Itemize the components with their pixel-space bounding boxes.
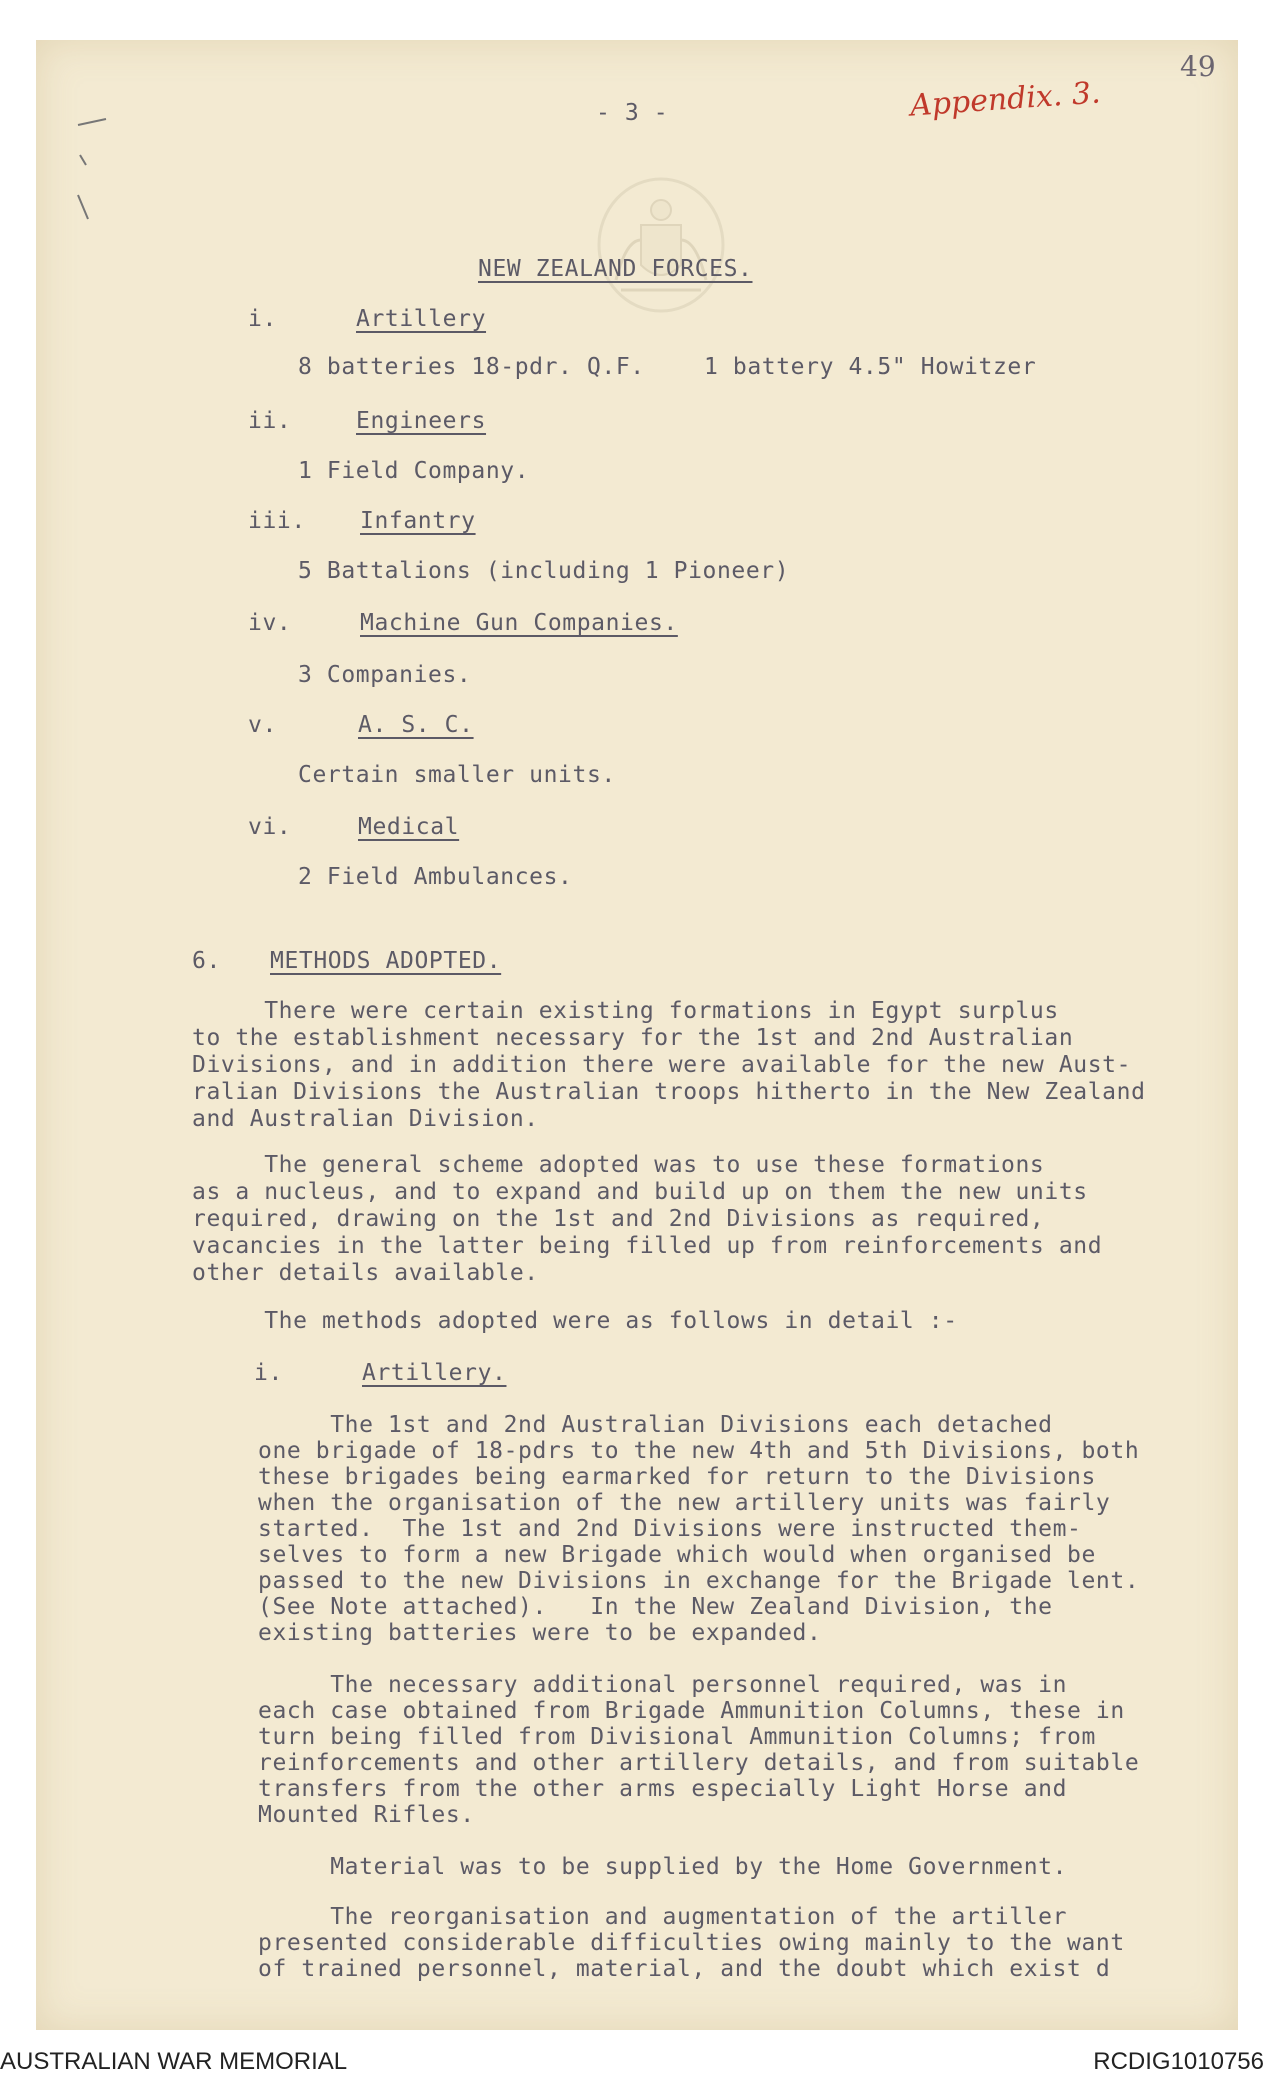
text-line: when the organisation of the new artillery units was fairly [258,1490,1111,1516]
text-line: required, drawing on the 1st and 2nd Divisions as required, [192,1206,1045,1232]
unit-number: iii. [248,508,306,534]
unit-heading-engineers: Engineers [356,408,487,434]
methods-heading: METHODS ADOPTED. [270,948,502,974]
text-line: other details available. [192,1260,539,1286]
unit-heading-artillery: Artillery [356,306,487,332]
text-line: Mounted Rifles. [258,1802,475,1828]
unit-detail: 1 battery 4.5" Howitzer [704,354,1037,380]
subsection-heading-artillery: Artillery. [362,1360,507,1386]
coat-of-arms-embossing [586,170,736,320]
unit-detail: 1 Field Company. [298,458,530,484]
unit-number: vi. [248,814,292,840]
unit-detail: 3 Companies. [298,662,472,688]
page-marker: - 3 - [596,100,669,126]
unit-heading-machine-gun: Machine Gun Companies. [360,610,678,636]
text-line: There were certain existing formations in Egypt surplus [192,998,1059,1024]
unit-number: v. [248,712,277,738]
text-line: vacancies in the latter being filled up from reinforcements and [192,1233,1103,1259]
text-line: ralian Divisions the Australian troops hitherto in the New Zealand [192,1079,1146,1105]
document-page [36,40,1238,2030]
text-line: to the establishment necessary for the 1st and 2nd Australian [192,1025,1074,1051]
section-number: 6. [192,948,221,974]
text-line: each case obtained from Brigade Ammunition Columns, these in [258,1698,1125,1724]
text-line: transfers from the other arms especially Light Horse and [258,1776,1068,1802]
folio-number: 49 [1180,50,1216,83]
text-line: The general scheme adopted was to use these formations [192,1152,1045,1178]
text-line: of trained personnel, material, and the doubt which exist d [258,1956,1111,1982]
text-line: reinforcements and other artillery details, and from suitable [258,1750,1140,1776]
text-line: Divisions, and in addition there were available for the new Aust- [192,1052,1132,1078]
text-line: as a nucleus, and to expand and build up on them the new units [192,1179,1088,1205]
footer-record-id: RCDIG1010756 [1093,2048,1264,2075]
text-line: passed to the new Divisions in exchange for the Brigade lent. [258,1568,1140,1594]
unit-detail: Certain smaller units. [298,762,616,788]
unit-heading-medical: Medical [358,814,460,840]
text-line: The reorganisation and augmentation of the artiller [258,1904,1068,1930]
unit-number: iv. [248,610,292,636]
text-line: these brigades being earmarked for return to the Divisions [258,1464,1096,1490]
text-line: turn being filled from Divisional Ammunition Columns; from [258,1724,1096,1750]
text-line: The methods adopted were as follows in detail :- [192,1308,958,1334]
text-line: The 1st and 2nd Australian Divisions each detached [258,1412,1053,1438]
unit-number: i. [248,306,277,332]
unit-heading-asc: A. S. C. [358,712,474,738]
margin-marks [76,115,116,229]
footer-archive-name: AUSTRALIAN WAR MEMORIAL [0,2048,348,2075]
appendix-annotation: Appendix. 3. [909,75,1102,124]
text-line: one brigade of 18-pdrs to the new 4th and 5th Divisions, both [258,1438,1140,1464]
unit-heading-infantry: Infantry [360,508,476,534]
text-line: Material was to be supplied by the Home Government. [258,1854,1068,1880]
subsection-number: i. [254,1360,283,1386]
text-line: existing batteries were to be expanded. [258,1620,822,1646]
text-line: selves to form a new Brigade which would when organised be [258,1542,1096,1568]
unit-detail: 2 Field Ambulances. [298,864,573,890]
unit-detail: 8 batteries 18-pdr. Q.F. [298,354,645,380]
unit-detail: 5 Battalions (including 1 Pioneer) [298,558,790,584]
text-line: presented considerable difficulties owing mainly to the want [258,1930,1125,1956]
text-line: (See Note attached). In the New Zealand Division, the [258,1594,1053,1620]
text-line: and Australian Division. [192,1106,539,1132]
text-line: started. The 1st and 2nd Divisions were instructed them- [258,1516,1082,1542]
text-line: The necessary additional personnel required, was in [258,1672,1068,1698]
unit-number: ii. [248,408,292,434]
section-title: NEW ZEALAND FORCES. [478,256,753,282]
